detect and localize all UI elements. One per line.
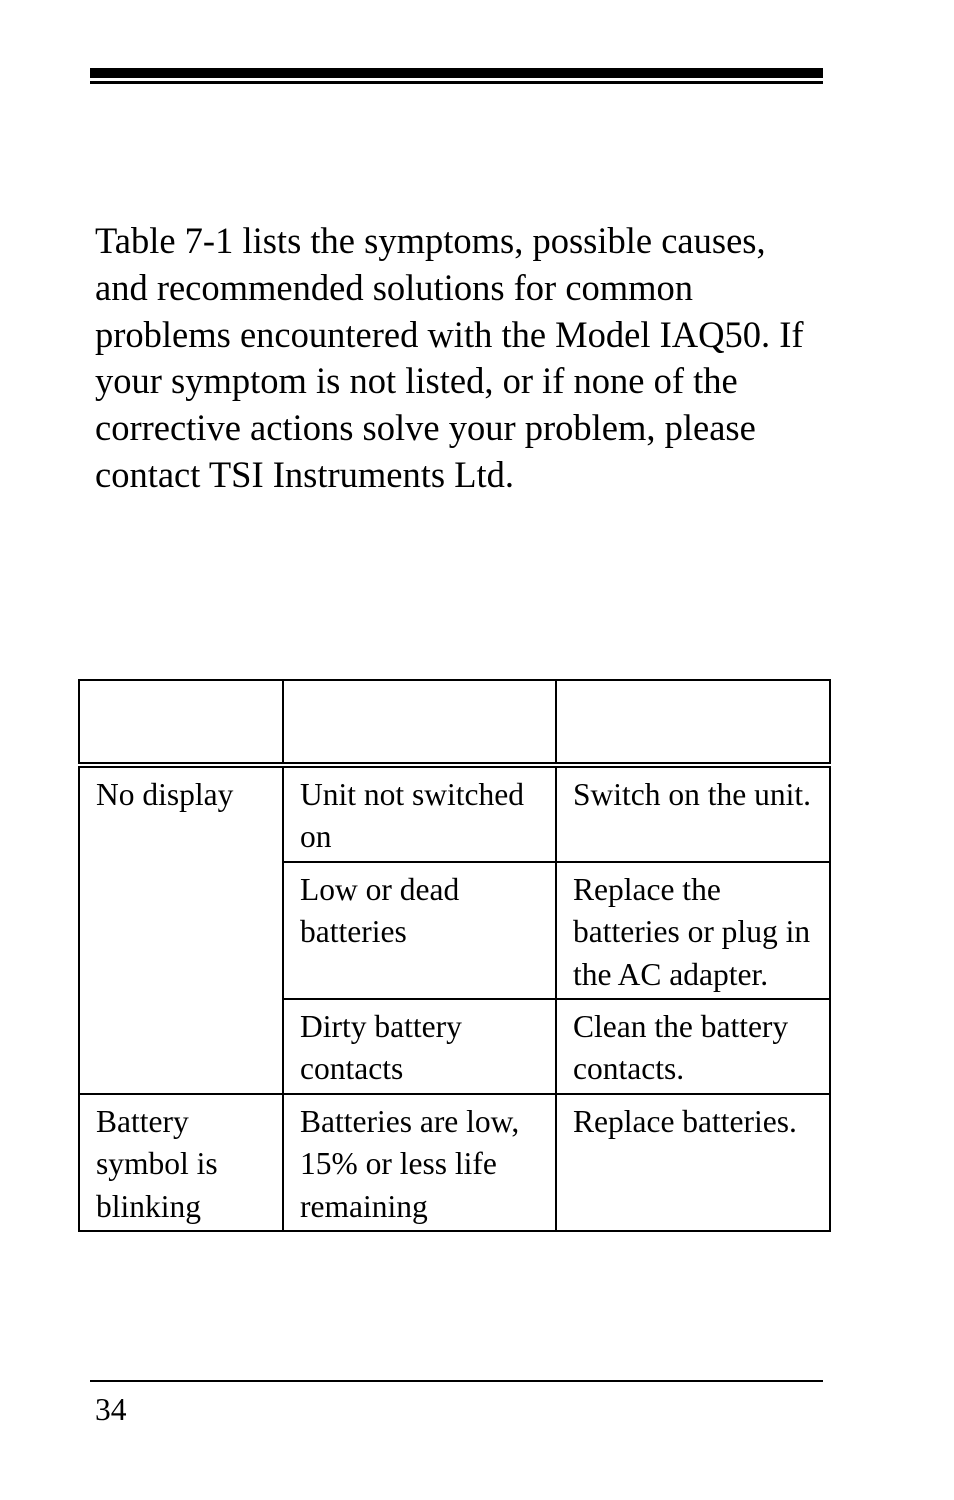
intro-paragraph: Table 7-1 lists the symptoms, possible causes, and recommended solutions for common problems encountered with the Model IAQ50. If your symptom is not listed, or if none of the corrective actions solve your problem, please contact TSI Instruments Ltd. <box>95 220 804 495</box>
cause-cell: Low or dead batteries <box>283 862 556 999</box>
cause-cell: Dirty battery contacts <box>283 999 556 1094</box>
page-number: 34 <box>95 1392 127 1427</box>
header-corrective-action <box>556 680 830 765</box>
table-row <box>79 765 830 862</box>
footer-rule <box>90 1380 823 1382</box>
action-cell: Clean the battery contacts. <box>556 999 830 1094</box>
action-cell: Switch on the unit. <box>556 765 830 862</box>
header-rule-thick <box>90 68 823 78</box>
cause-cell: Unit not switched on <box>283 765 556 862</box>
header-possible-cause <box>283 680 556 765</box>
table-row <box>79 1094 830 1231</box>
action-cell: Replace batteries. <box>556 1094 830 1231</box>
symptom-cell: Battery symbol is blinking <box>79 1094 283 1231</box>
header-symptom <box>79 680 283 765</box>
action-cell: Replace the batteries or plug in the AC adapter. <box>556 862 830 999</box>
symptom-cell: No display <box>79 765 283 1094</box>
header-rule-thin <box>90 81 823 84</box>
troubleshooting-table <box>78 679 831 1232</box>
table-header-row <box>79 680 830 765</box>
cause-cell: Batteries are low, 15% or less life remaining <box>283 1094 556 1231</box>
